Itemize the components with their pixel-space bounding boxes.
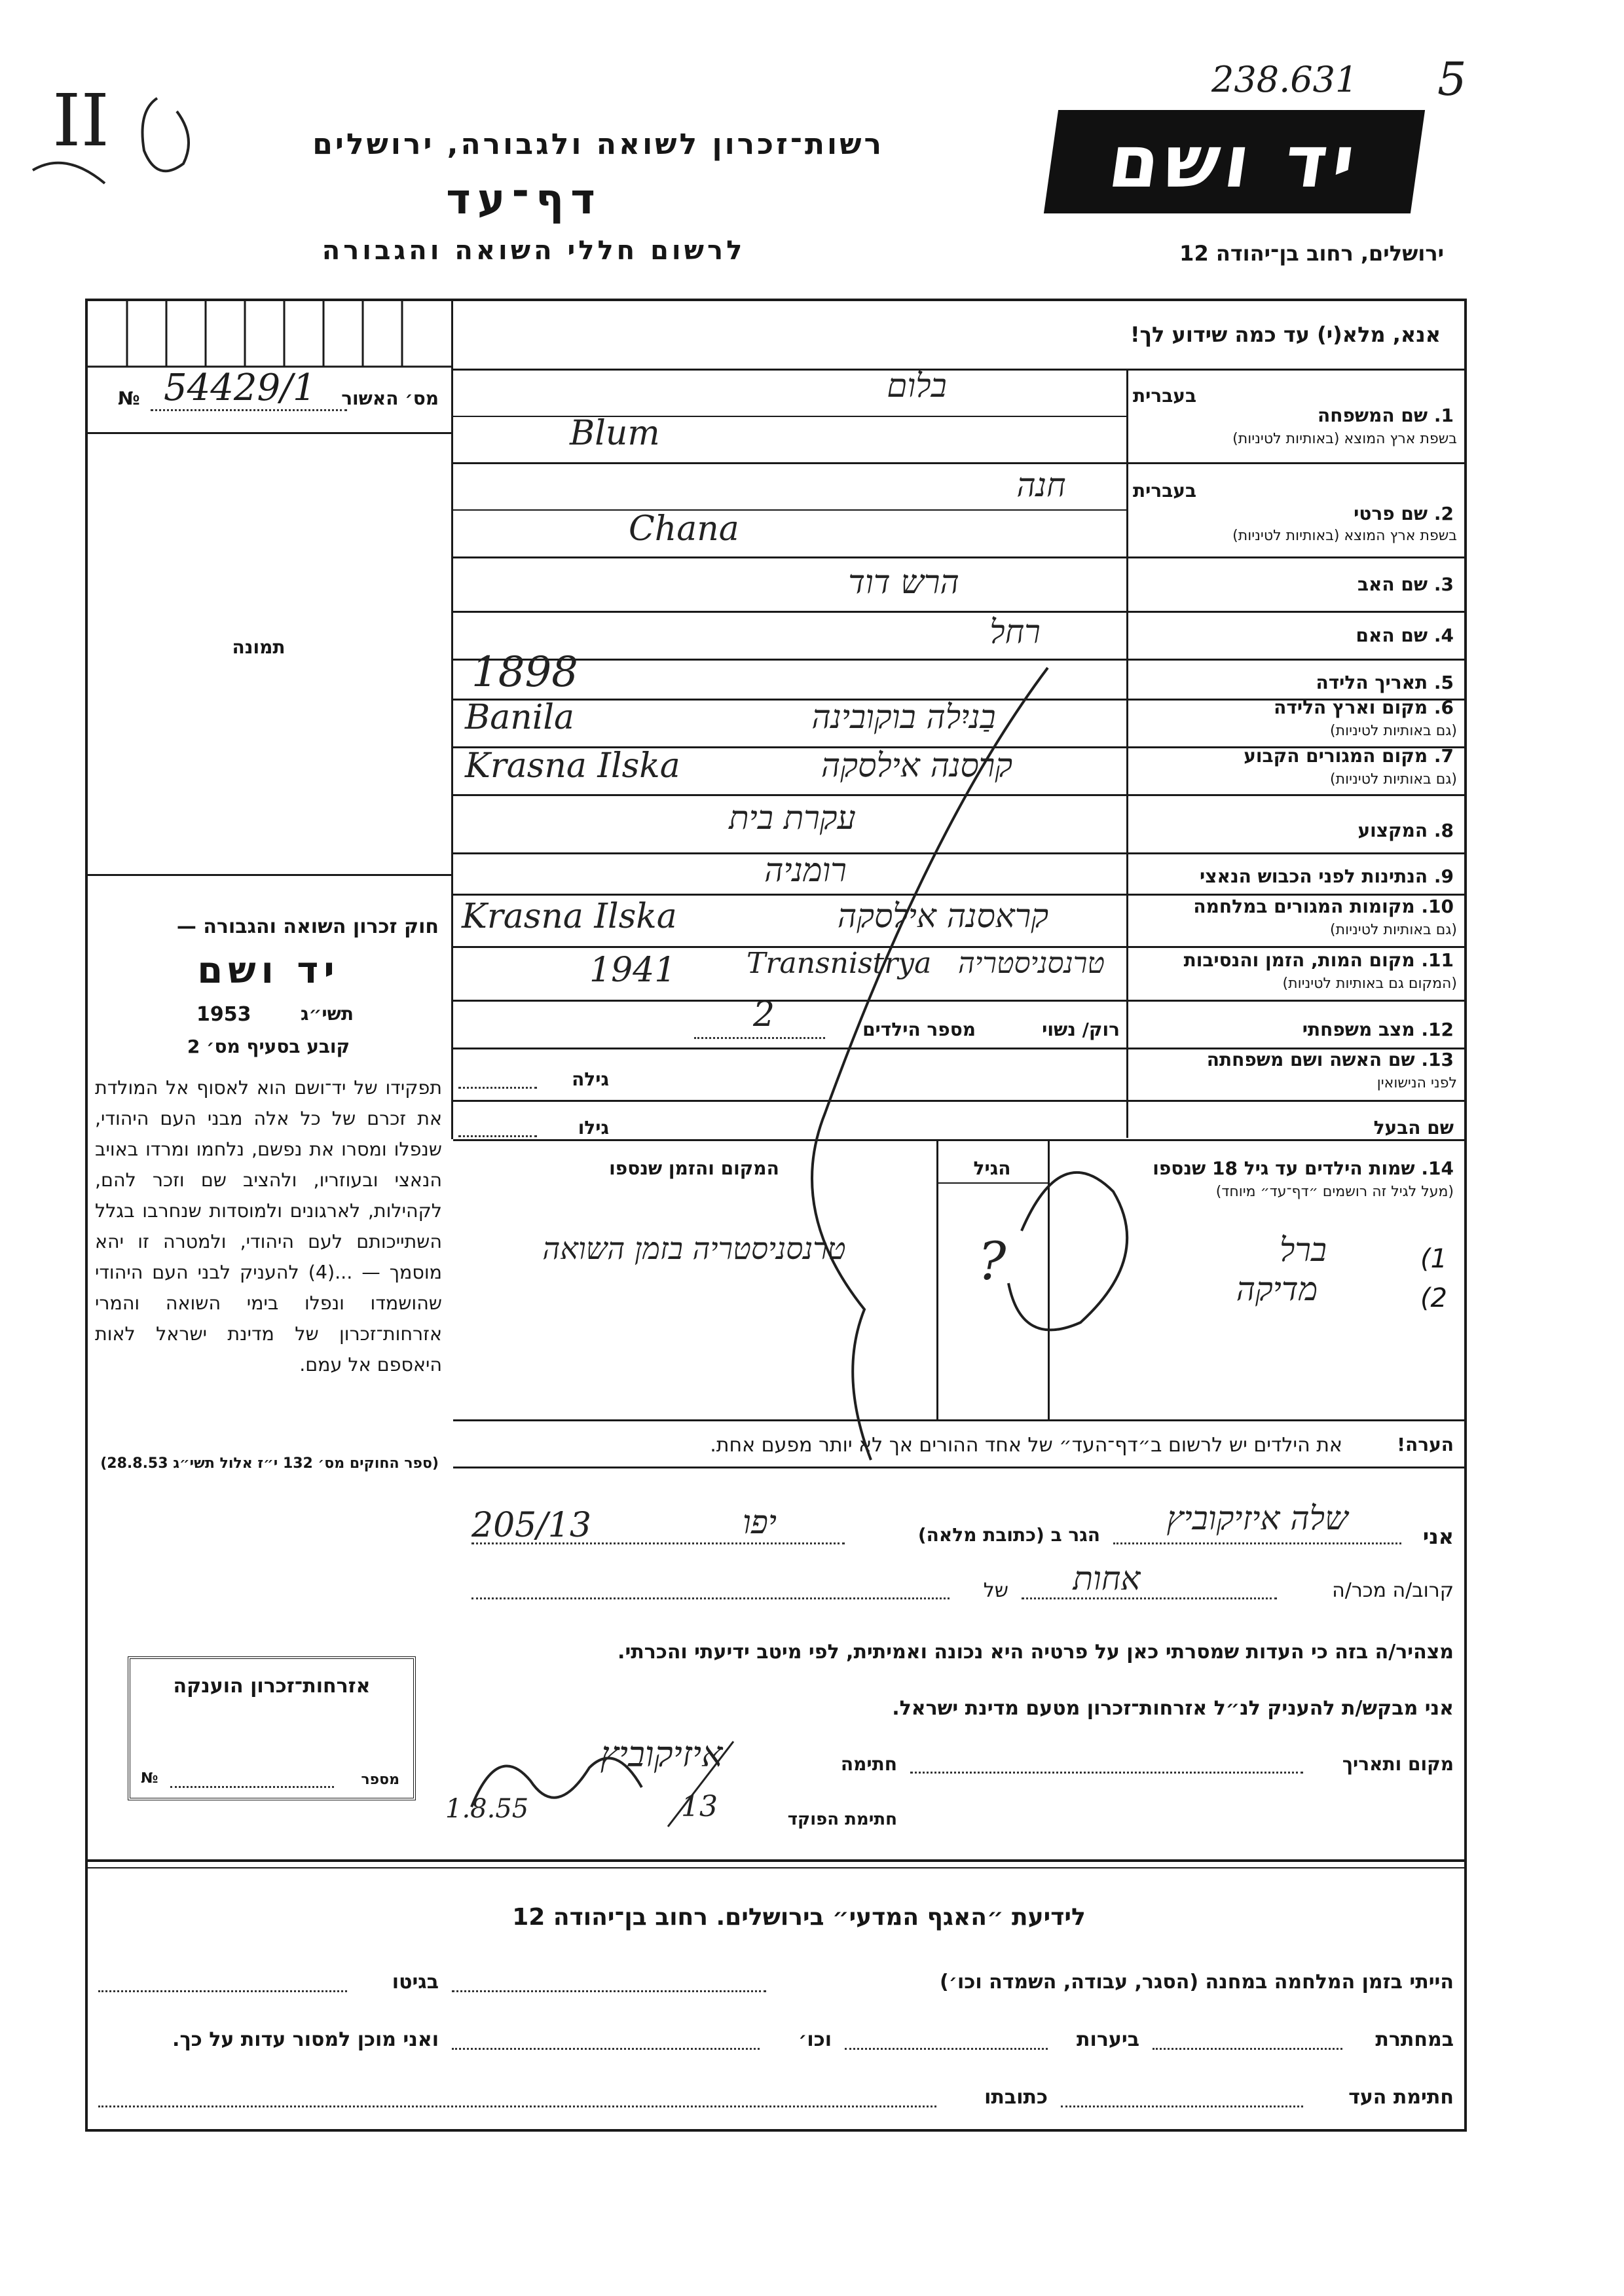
approval-prefix: № (118, 388, 140, 409)
citizenship-prefix: № (141, 1770, 158, 1787)
bottom-etc: וכו׳ (798, 2028, 832, 2051)
field-6-label: 6. מקום וארץ הלידה (1274, 697, 1454, 718)
declaration-name-value: שלה איזיקוביץ (1166, 1499, 1348, 1537)
field-11-year: 1941 (589, 951, 676, 990)
field-11-lat-value: Transnistrya (747, 947, 932, 980)
form-title: דף־עד (446, 175, 602, 224)
declaration-place-date-line (910, 1772, 1303, 1774)
approval-number-line (151, 409, 347, 411)
bottom-etc-fill (452, 2048, 760, 2050)
page-number: 5 (1437, 52, 1467, 106)
bottom-rule-2 (88, 1867, 1464, 1868)
bottom-witness-sig: חתימת העד (1348, 2086, 1454, 2109)
declaration-relation-value: אחות (1073, 1559, 1141, 1597)
bottom-underground: במחתרת (1375, 2028, 1454, 2051)
field-7-label: 7. מקום המגורים הקבוע (1244, 745, 1454, 767)
pen-stroke (655, 655, 1244, 1506)
field-9-label: 9. הנתינות לפני הכבוש הנאצי (1200, 866, 1454, 887)
left-column-divider (451, 301, 453, 1139)
children-label: 14. שמות הילדים עד גיל 18 שנספו (1153, 1157, 1454, 1179)
field-2-rule (453, 556, 1465, 558)
field-1-heb-value: בלום (887, 367, 947, 405)
declaration-ani: אני (1422, 1524, 1454, 1549)
field-1-label: 1. שם המשפחה (1318, 405, 1454, 426)
field-10-lat-value: Krasna Ilska (462, 897, 677, 936)
field-13-label: 13. שם האשה ושם משפחתה (1206, 1049, 1454, 1070)
declaration-official-value: 13 (681, 1790, 718, 1823)
children-sub: (מעל לגיל זה רושמים ״דף־עד״ מיוחד) (1215, 1184, 1454, 1200)
field-5-label: 5. תאריך הלידה (1316, 672, 1454, 693)
bottom-witness-sig-fill (1061, 2105, 1303, 2107)
field-13-husband-age-label: גילו (578, 1117, 609, 1139)
declaration-resides-label: הגר ב (כתובת מלאה) (917, 1524, 1100, 1546)
bottom-heading: לידיעת ״האגף המדעי״ בירושלים. רחוב בן־יהודה 12 (512, 1904, 1086, 1931)
authority-line: רשות־זכרון לשואה ולגבורה, ירושלים (312, 128, 884, 161)
bottom-ghetto: בגיטו (392, 1971, 439, 1994)
declaration-relative-label: קרוב/ה מכר/ה (1332, 1579, 1454, 1602)
photo-label: תמונה (232, 636, 286, 658)
field-12-options: רוק/ נשוי (1042, 1019, 1120, 1040)
field-12-children-label: מספר הילדים (862, 1019, 976, 1040)
declaration-place-date-label: מקום ותאריך (1342, 1753, 1454, 1775)
field-13-sub: לפני הנישואין (1376, 1075, 1457, 1091)
field-4-value: רחל (989, 613, 1041, 651)
law-clause: קובע בסעיף מס׳ 2 (187, 1036, 350, 1057)
field-1-sub: בשפת ארץ המוצא (באותיות לטיניות) (1232, 431, 1457, 447)
signature-scribble (458, 1728, 825, 1833)
declaration-name-line (1113, 1542, 1401, 1544)
instruction: אנא, מלא(י) עד כמה שידוע לך! (1130, 322, 1441, 347)
declaration-address-value: יפו (742, 1503, 777, 1541)
bottom-ready: ואני מוכן למסור עדות על כך. (172, 2028, 439, 2051)
bottom-address: כתובתו (984, 2086, 1048, 2109)
field-2-sub: בשפת ארץ המוצא (באותיות לטיניות) (1232, 528, 1457, 544)
law-title: חוק זכרון השואה והגבורה — (176, 915, 439, 938)
field-8-label: 8. המקצוע (1357, 820, 1454, 841)
field-6-heb-value: בַניִלה בוקובינה (811, 698, 996, 736)
approval-rule (88, 432, 452, 434)
declaration-of-line (471, 1597, 950, 1599)
note-text: את הילדים יש לרשום ב״דף־העד״ של אחד ההורים אך לא יותר מפעם אחת. (710, 1434, 1342, 1457)
field-9-value: רומניה (764, 851, 847, 889)
bottom-ghetto-fill (98, 1990, 347, 1992)
approval-number-value: 54429/1 (164, 367, 316, 409)
form-subtitle: לרשום חללי השואה והגבורה (322, 236, 746, 266)
citizenship-number-label: מספר (361, 1772, 399, 1788)
citizenship-number-line (170, 1786, 334, 1788)
child-place-value: טרנסניסטריה בזמן השואה (542, 1231, 846, 1266)
law-source: (ספר החוקים מס׳ 132 י״ז אלול תשי״ג 28.8.53) (100, 1455, 439, 1472)
bottom-line1: הייתי בזמן המלחמה במחנה (הסגר, עבודה, השמדה וכו׳) (940, 1971, 1454, 1994)
yad-vashem-logo (1044, 110, 1425, 213)
declaration-statement: מצהיר/ה בזה כי העדות שמסרתי כאן על פרטיה היא נכונה ואמיתית, לפי מיטב ידיעתי והכרתי. (618, 1641, 1454, 1664)
children-col-age: הגיל (973, 1157, 1011, 1179)
bottom-line1-fill (452, 1990, 766, 1992)
field-10-sub: (גם באותיות לטיניות) (1330, 922, 1457, 938)
declaration-number-value: 205/13 (471, 1506, 591, 1545)
child-age-value: ? (978, 1231, 1006, 1292)
approval-label: מס׳ האשור (341, 388, 439, 409)
law-name: יד ושם (197, 949, 340, 992)
field-4-label: 4. שם האם (1356, 625, 1454, 646)
declaration-of-label: של (983, 1579, 1008, 1602)
top-cells (88, 301, 451, 369)
field-13-husband-age-line (458, 1135, 537, 1137)
field-12-children-value: 2 (753, 995, 775, 1034)
law-year-heb: תשי״ג (301, 1003, 354, 1025)
field-1-lat-value: Blum (570, 414, 660, 453)
children-col-place: המקום והזמן שנספו (609, 1157, 779, 1179)
field-2-mid-rule (453, 509, 1128, 511)
bottom-forests-fill (845, 2048, 1048, 2050)
field-11-label: 11. מקום המות, הזמן והנסיבות (1183, 949, 1454, 971)
bottom-forests: ביערות (1077, 2028, 1139, 2051)
field-7-lat-value: Krasna Ilska (465, 746, 680, 786)
field-10-heb-value: קראסנה אילסקה (837, 897, 1049, 935)
field-1-heb-tag: בעברית (1133, 385, 1197, 407)
field-1-rule (453, 462, 1465, 464)
declaration-signature-label: חתימה (840, 1753, 897, 1775)
field-1-mid-rule (453, 416, 1128, 417)
declaration-request: אני מבקש/ת להעניק לנ״ל אזרחות־זכרון מטעם מדינת ישראל. (892, 1697, 1454, 1720)
field-11-sub: (המקום גם באותיות לטיניות) (1282, 975, 1457, 992)
field-8-value: עקרת בית (729, 799, 856, 837)
field-2-label: 2. שם פרטי (1354, 503, 1454, 524)
bottom-address-fill (98, 2105, 936, 2107)
declaration-relation-line (1022, 1597, 1277, 1599)
field-2-lat-value: Chana (629, 509, 739, 549)
declaration-date-value: 1.8.55 (445, 1794, 529, 1824)
field-12-label: 12. מצב משפחתי (1302, 1019, 1454, 1040)
child-2-no: 2) (1420, 1283, 1447, 1313)
logo-text: יד ושם (1103, 120, 1365, 204)
declaration-signature-value: איזיקוביץ (600, 1734, 723, 1775)
law-year: 1953 (196, 1003, 251, 1026)
archive-number: 238.631 (1211, 59, 1358, 100)
field-3-value: הרש דוד (848, 563, 959, 601)
field-13-husband-label: שם הבעל (1373, 1117, 1454, 1139)
field-13-age-label: גילה (572, 1068, 609, 1090)
bottom-underground-fill (1153, 2048, 1342, 2050)
child-2-name: מדיקה (1236, 1270, 1318, 1308)
roman-mark: II (52, 79, 109, 162)
field-3-label: 3. שם האב (1357, 574, 1454, 595)
child-1-name: ברל (1279, 1231, 1327, 1269)
field-13-age-line (458, 1087, 537, 1089)
law-body: תפקידו של יד־ושם הוא לאסוף אל המולדת את זכרם של כל אלה מבני העם היהודי, שנפלו ומסרו את נפשם, נלחמו ומרדו באויב הנאצי ובעוזריו, ולהציב שם וזכר להם, לקהילות, לארגונים ולמוסדות שנחרבו בגלל השתייכותם לעם היהודי, ולמטרה זו יהא מוסמך — ...(4) להעניק לבני העם היהודי שהושמדו ונפלו בימי השואה והמרי אזרחות־זכרון של מדינת ישראל לאות היאספם אל עמם. (95, 1077, 442, 1376)
field-6-sub: (גם באותיות לטיניות) (1330, 723, 1457, 739)
child-1-no: 1) (1420, 1244, 1447, 1274)
field-10-label: 10. מקומות המגורים במלחמה (1193, 896, 1454, 917)
field-2-heb-value: חנה (1016, 466, 1066, 504)
field-7-sub: (גם באותיות לטיניות) (1330, 771, 1457, 788)
field-11-heb-value: טרנסניסטריה (958, 947, 1105, 980)
citizenship-title: אזרחות־זכרון הוענקה (173, 1675, 371, 1698)
declaration-official-label: חתימת הפוקד (787, 1810, 897, 1829)
header-address: ירושלים, רחוב בן־יהודה 12 (1179, 241, 1444, 266)
field-5-value: 1898 (471, 648, 578, 697)
field-6-lat-value: Banila (465, 698, 574, 737)
field-7-heb-value: קרסנה אילסקה (821, 746, 1013, 784)
note-label: הערה! (1397, 1434, 1454, 1455)
bottom-rule-1 (88, 1859, 1464, 1862)
photo-rule (88, 874, 452, 876)
field-2-heb-tag: בעברית (1133, 480, 1197, 501)
